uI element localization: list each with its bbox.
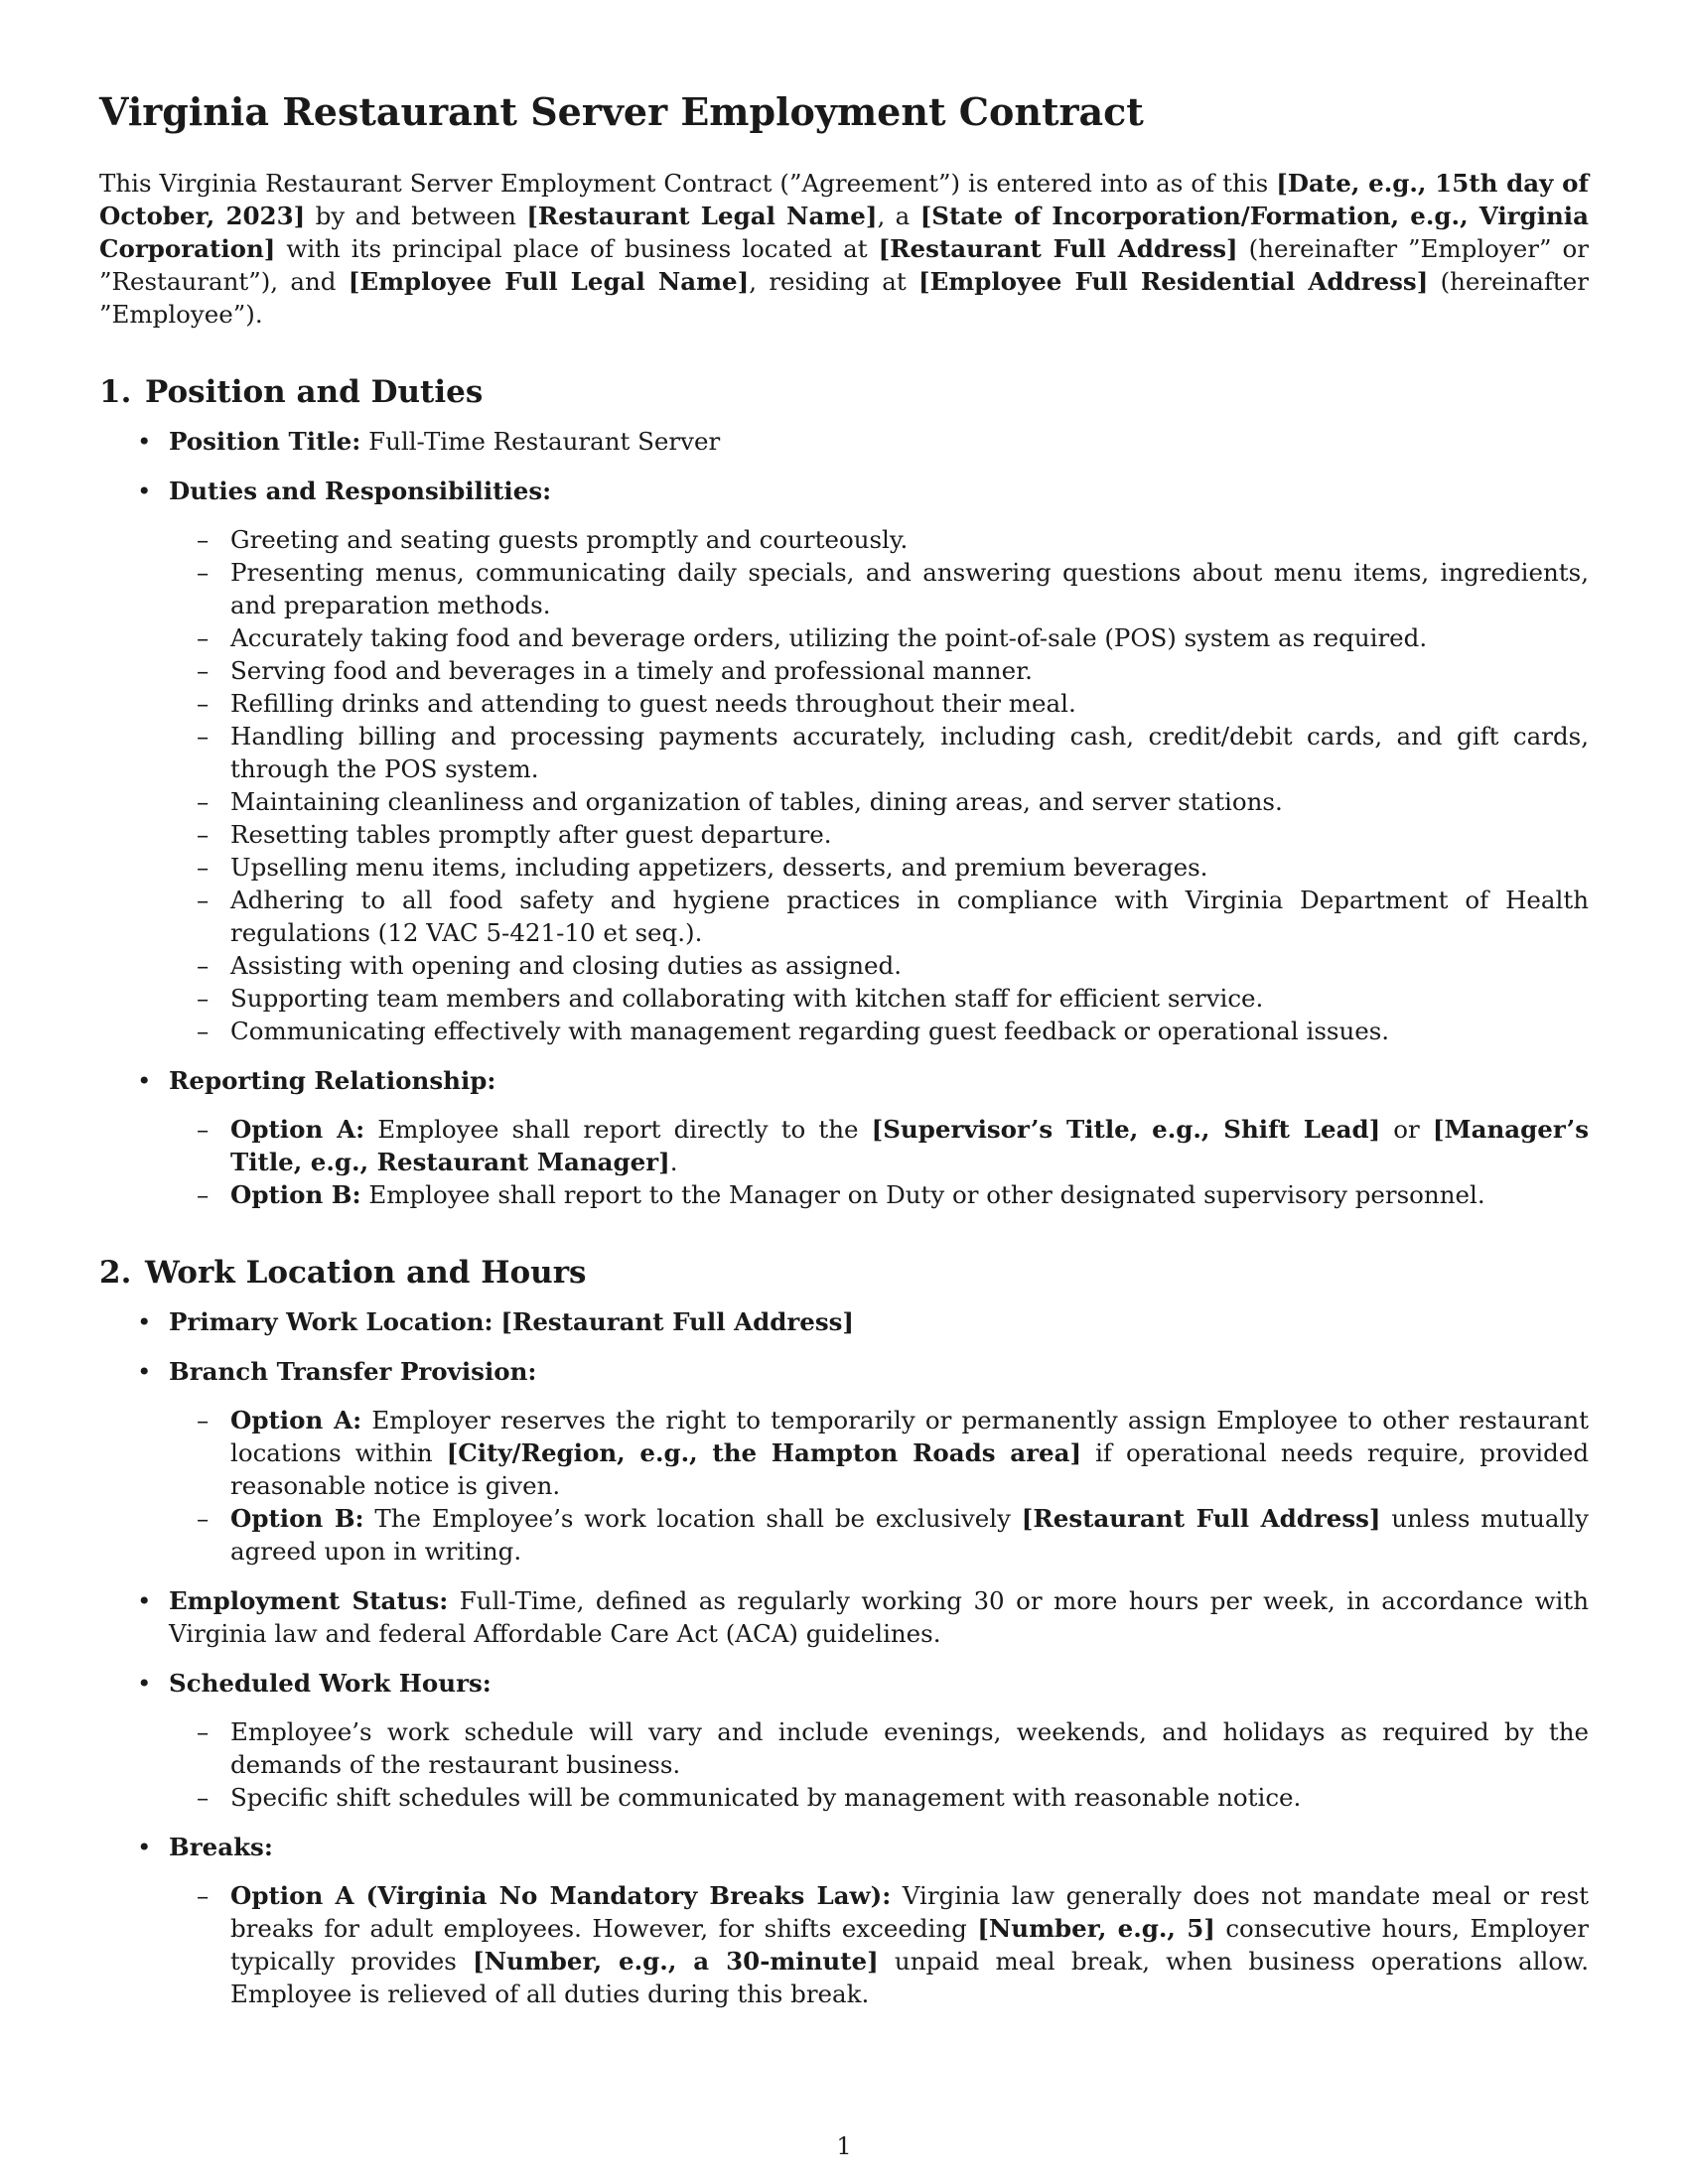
list-item: [99, 1584, 1589, 1650]
duty-item: – Maintaining cleanliness and organization of tables, dining areas, and server stations.: [169, 785, 1589, 818]
list-item: [99, 1831, 1589, 2010]
primary-location-placeholder: [Restaurant Full Address]: [500, 1306, 855, 1336]
option-text: unless mutually agreed upon in writing.: [230, 1503, 1589, 1566]
section-heading-position: [99, 374, 1589, 411]
option-text: or: [1380, 1114, 1433, 1144]
breaks-options: [169, 1879, 1589, 2010]
intro-text: (hereinafter ”Employee”).: [99, 266, 1589, 329]
reporting-label: Reporting Relationship:: [169, 1065, 496, 1095]
duty-item: – Communicating effectively with management regarding guest feedback or operational issues.: [169, 1015, 1589, 1047]
duty-item: – Upselling menu items, including appetizers, desserts, and premium beverages.: [169, 851, 1589, 884]
employment-status-value: Full-Time, defined as regularly working 30 or more hours per week, in accordance with Virginia law and federal Affordable Care Act (ACA) guidelines.: [169, 1585, 1590, 1648]
section-title: Position and Duties: [145, 373, 484, 410]
primary-location-label: Primary Work Location:: [169, 1306, 493, 1336]
document-title: Virginia Restaurant Server Employment Contract: [99, 89, 1144, 134]
list-item: [99, 425, 1589, 458]
employment-status-label: Employment Status:: [169, 1585, 449, 1615]
restaurant-address-placeholder: [Restaurant Full Address]: [878, 233, 1238, 263]
section-number: 2.: [99, 1254, 132, 1291]
section2-list: [99, 1305, 1589, 2010]
reporting-option-a: [169, 1113, 1589, 1178]
duties-list: [169, 523, 1589, 1047]
list-item: [99, 1064, 1589, 1211]
transfer-option-a: [169, 1404, 1589, 1502]
reporting-option-b: [169, 1178, 1589, 1211]
breaks-option-a: [169, 1879, 1589, 2010]
list-item: [99, 1667, 1589, 1814]
duty-item: – Greeting and seating guests promptly and courteously.: [169, 523, 1589, 556]
intro-text: , a: [877, 201, 920, 230]
option-text: The Employee’s work location shall be exclusively: [363, 1503, 1022, 1533]
duty-item: – Resetting tables promptly after guest departure.: [169, 818, 1589, 851]
duty-item: – Serving food and beverages in a timely and professional manner.: [169, 654, 1589, 687]
duty-item: – Supporting team members and collaborating with kitchen staff for efficient service.: [169, 982, 1589, 1015]
document-page: [99, 89, 1589, 2027]
intro-text: , residing at: [749, 266, 919, 296]
section-heading-work-location: [99, 1255, 1589, 1292]
transfer-option-b: [169, 1502, 1589, 1568]
list-item: [99, 1355, 1589, 1568]
duty-item: – Presenting menus, communicating daily specials, and answering questions about menu items, ingredients, and preparation methods.: [169, 556, 1589, 621]
section-number: 1.: [99, 373, 132, 410]
duty-item: – Handling billing and processing payments accurately, including cash, credit/debit cards, and gift cards, through the POS system.: [169, 720, 1589, 785]
employee-address-placeholder: [Employee Full Residential Address]: [918, 266, 1429, 296]
option-text: Employer reserves the right to temporarily or permanently assign Employee to other restaurant locations within: [230, 1405, 1589, 1467]
transfer-label: Branch Transfer Provision:: [169, 1356, 537, 1386]
employee-name-placeholder: [Employee Full Legal Name]: [348, 266, 750, 296]
date-placeholder: [Date, e.g., 15th day of October, 2023]: [99, 168, 1589, 230]
work-hours-list: [169, 1715, 1589, 1814]
option-label: Option B:: [230, 1179, 361, 1209]
supervisor-title-placeholder: [Supervisor’s Title, e.g., Shift Lead]: [871, 1114, 1381, 1144]
hours-number-placeholder: [Number, e.g., 5]: [977, 1913, 1215, 1943]
restaurant-address-placeholder: [Restaurant Full Address]: [1021, 1503, 1381, 1533]
option-text: .: [669, 1147, 678, 1176]
work-hours-item: – Specific shift schedules will be communicated by management with reasonable notice.: [169, 1781, 1589, 1814]
duty-item: – Refilling drinks and attending to guest needs throughout their meal.: [169, 687, 1589, 720]
option-label: Option B:: [230, 1503, 364, 1533]
option-label: Option A:: [230, 1114, 365, 1144]
intro-text: This Virginia Restaurant Server Employment Contract (”Agreement”) is entered into as of this: [99, 168, 1277, 198]
list-item: [99, 475, 1589, 1047]
section-title: Work Location and Hours: [145, 1254, 587, 1291]
option-label: Option A (Virginia No Mandatory Breaks Law):: [230, 1880, 892, 1910]
intro-text: (hereinafter ”Employer” or ”Restaurant”), and: [99, 233, 1589, 296]
duty-item: – Adhering to all food safety and hygiene practices in compliance with Virginia Department of Health regulations (12 VAC 5-421-10 et seq.).: [169, 884, 1589, 949]
duty-item: – Assisting with opening and closing duties as assigned.: [169, 949, 1589, 982]
option-text: Virginia law generally does not mandate meal or rest breaks for adult employees. However, for shifts exceeding: [230, 1880, 1590, 1943]
state-placeholder: [State of Incorporation/Formation, e.g., Virginia Corporation]: [99, 201, 1589, 263]
position-title-value: Full-Time Restaurant Server: [360, 426, 721, 456]
position-title-label: Position Title:: [169, 426, 361, 456]
transfer-options: [169, 1404, 1589, 1568]
list-item: [99, 1305, 1589, 1338]
restaurant-name-placeholder: [Restaurant Legal Name]: [526, 201, 878, 230]
work-hours-label: Scheduled Work Hours:: [169, 1668, 492, 1698]
manager-title-placeholder: [Manager’s Title, e.g., Restaurant Manager]: [230, 1114, 1589, 1176]
option-label: Option A:: [230, 1405, 362, 1434]
option-text: consecutive hours, Employer typically provides: [230, 1913, 1589, 1976]
option-text: Employee shall report directly to the: [364, 1114, 872, 1144]
intro-text: by and between: [305, 201, 527, 230]
option-text: Employee shall report to the Manager on Duty or other designated supervisory personnel.: [360, 1179, 1485, 1209]
duty-item: – Accurately taking food and beverage orders, utilizing the point-of-sale (POS) system as required.: [169, 621, 1589, 654]
work-hours-item: – Employee’s work schedule will vary and include evenings, weekends, and holidays as required by the demands of the restaurant business.: [169, 1715, 1589, 1781]
option-text: if operational needs require, provided reasonable notice is given.: [230, 1437, 1589, 1500]
option-text: unpaid meal break, when business operations allow. Employee is relieved of all duties during this break.: [230, 1946, 1589, 2008]
section1-list: [99, 425, 1589, 1211]
intro-text: with its principal place of business located at: [275, 233, 879, 263]
region-placeholder: [City/Region, e.g., the Hampton Roads area]: [446, 1437, 1082, 1467]
reporting-options: [169, 1113, 1589, 1211]
page-number: 1: [836, 2132, 852, 2160]
break-length-placeholder: [Number, e.g., a 30-minute]: [473, 1946, 879, 1976]
breaks-label: Breaks:: [169, 1832, 273, 1861]
duties-label: Duties and Responsibilities:: [169, 476, 552, 505]
intro-paragraph: [99, 167, 1589, 331]
